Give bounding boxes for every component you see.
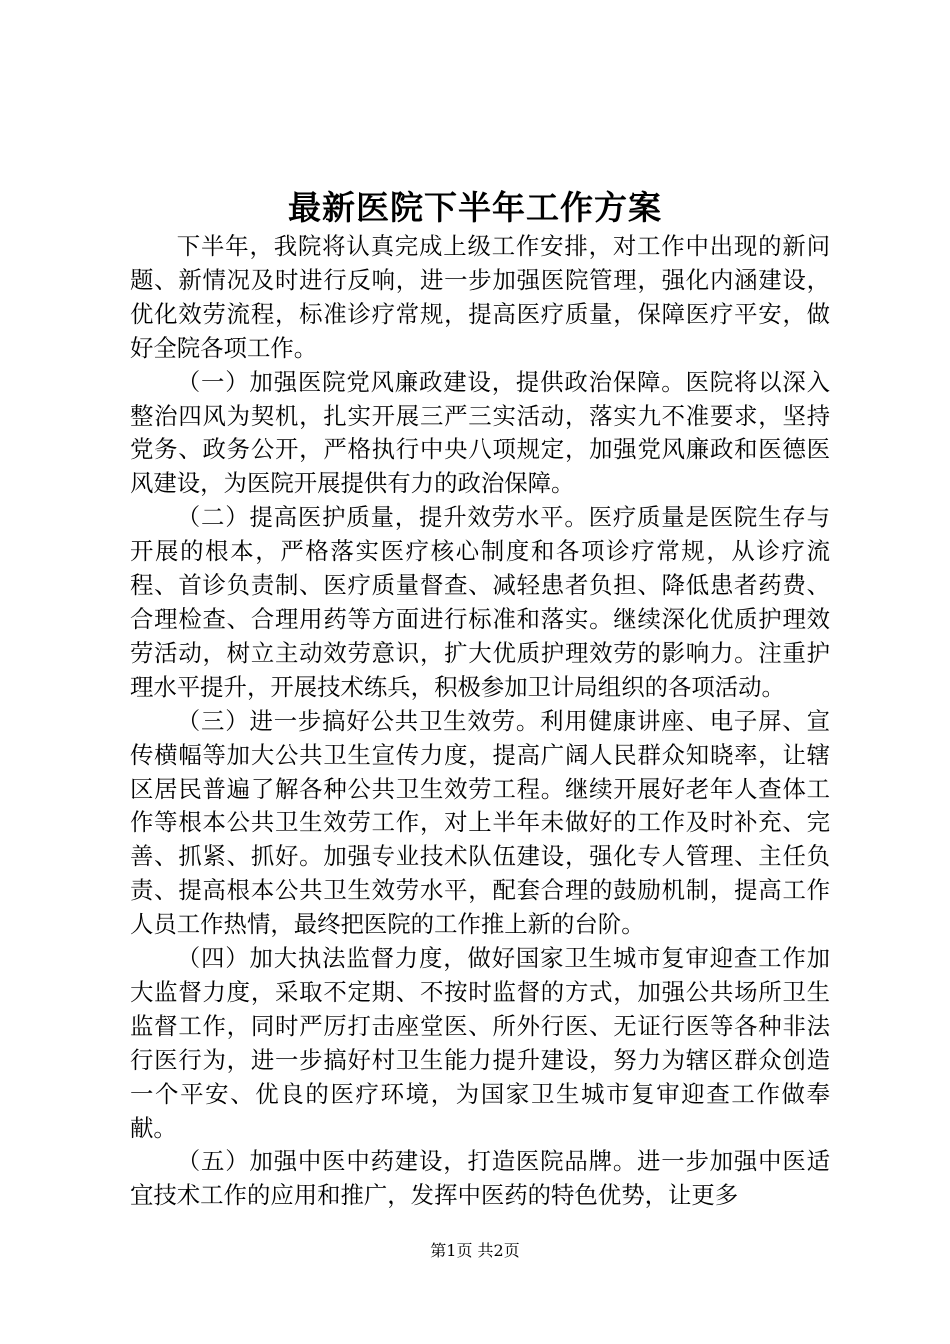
- paragraph-section-4: （四）加大执法监督力度，做好国家卫生城市复审迎查工作加大监督力度，采取不定期、不按时监督的方式，加强公共场所卫生监督工作，同时严厉打击座堂医、所外行医、无证行医等各种非法行医行为，进一步搞好村卫生能力提升建设，努力为辖区群众创造一个平安、优良的医疗环境，为国家卫生城市复审迎查工作做奉献。: [130, 944, 830, 1142]
- paragraph-section-5: （五）加强中医中药建设，打造医院品牌。进一步加强中医适宜技术工作的应用和推广，发挥中医药的特色优势，让更多: [130, 1147, 830, 1210]
- document-body: [130, 230, 830, 1213]
- paragraph-section-1: （一）加强医院党风廉政建设，提供政治保障。医院将以深入整治四风为契机，扎实开展三严三实活动，落实九不准要求，坚持党务、政务公开，严格执行中央八项规定，加强党风廉政和医德医风建设，为医院开展提供有力的政治保障。: [130, 367, 830, 498]
- paragraph-intro: 下半年，我院将认真完成上级工作安排，对工作中出现的新问题、新情况及时进行反响，进一步加强医院管理，强化内涵建设，优化效劳流程，标准诊疗常规，提高医疗质量，保障医疗平安，做好全院各项工作。: [130, 232, 830, 362]
- paragraph-section-3: （三）进一步搞好公共卫生效劳。利用健康讲座、电子屏、宣传横幅等加大公共卫生宣传力度，提高广阔人民群众知晓率，让辖区居民普遍了解各种公共卫生效劳工程。继续开展好老年人查体工作等根本公共卫生效劳工作，对上半年未做好的工作及时补充、完善、抓紧、抓好。加强专业技术队伍建设，强化专人管理、主任负责、提高根本公共卫生效劳水平，配套合理的鼓励机制，提高工作人员工作热情，最终把医院的工作推上新的台阶。: [130, 706, 830, 939]
- page-number-footer: 第1页 共2页: [430, 1241, 520, 1260]
- paragraph-section-2: （二）提高医护质量，提升效劳水平。医疗质量是医院生存与开展的根本，严格落实医疗核心制度和各项诊疗常规，从诊疗流程、首诊负责制、医疗质量督查、减轻患者负担、降低患者药费、合理检查、合理用药等方面进行标准和落实。继续深化优质护理效劳活动，树立主动效劳意识，扩大优质护理效劳的影响力。注重护理水平提升，开展技术练兵，积极参加卫计局组织的各项活动。: [130, 503, 830, 701]
- document-title: 最新医院下半年工作方案: [288, 188, 662, 227]
